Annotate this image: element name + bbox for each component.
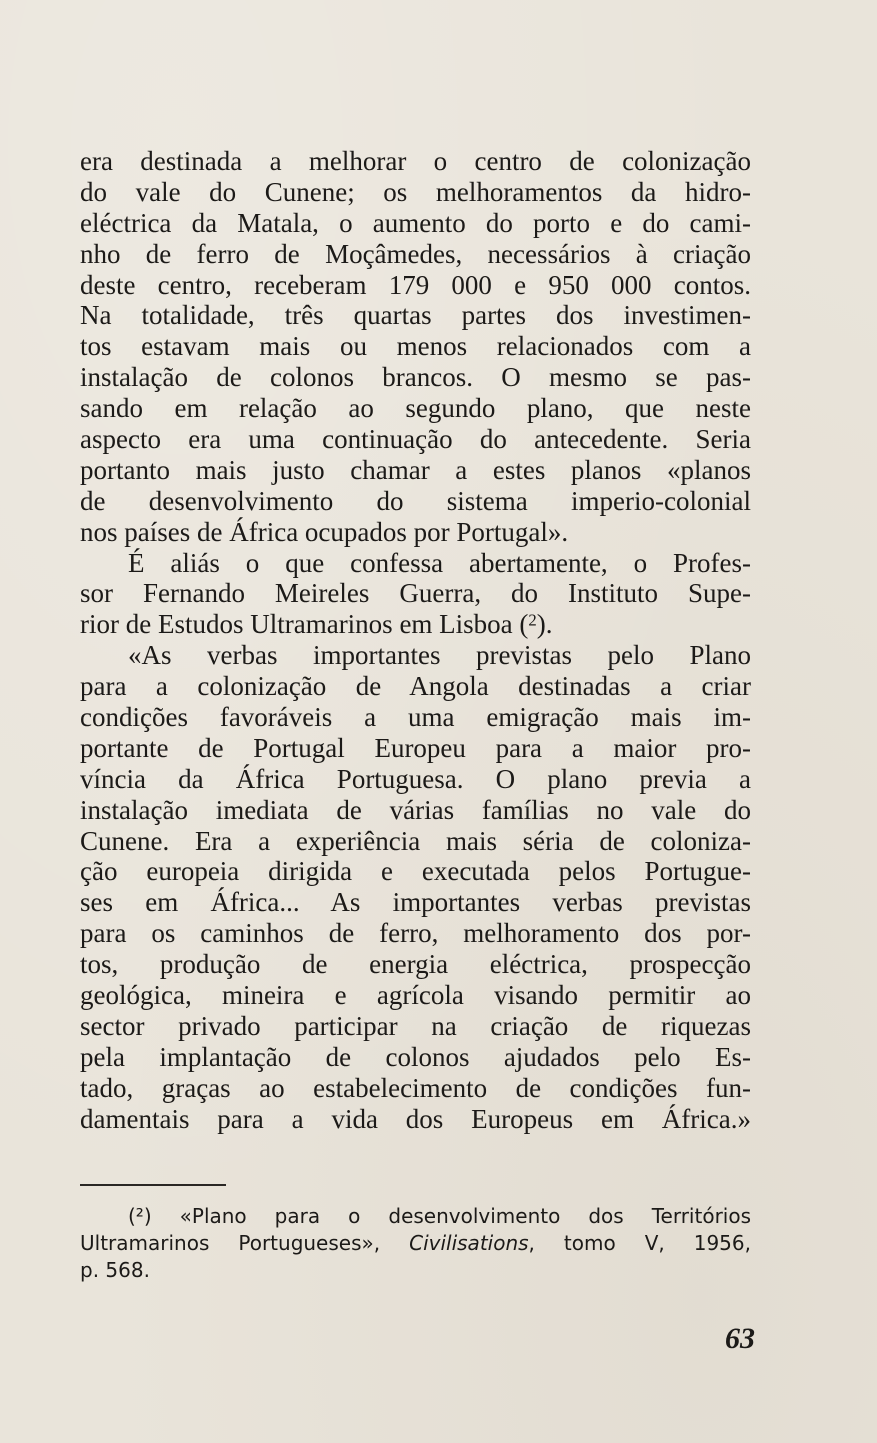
text-line: É aliás o que confessa abertamente, o Profes- (128, 547, 751, 578)
footnote-divider (80, 1184, 226, 1186)
text-line: sector privado participar na criação de riquezas (80, 1010, 751, 1041)
footnote-text: , tomo V, 1956, (528, 1231, 751, 1255)
footnote-reference: 2 (528, 610, 537, 630)
text-line: ses em África... As importantes verbas previstas (80, 887, 751, 918)
text-line: Na totalidade, três quartas partes dos investimen- (80, 300, 751, 331)
text-fragment: rior de Estudos Ultramarinos em Lisboa ( (80, 609, 529, 640)
text-line: do vale do Cunene; os melhoramentos da hidro- (80, 176, 751, 207)
text-line: para os caminhos de ferro, melhoramento dos por- (80, 918, 751, 949)
text-line: instalação imediata de várias famílias no vale do (80, 794, 751, 825)
text-line: era destinada a melhorar o centro de colonização (80, 146, 751, 176)
text-line: condições favoráveis a uma emigração mais im- (80, 702, 751, 733)
text-line: eléctrica da Matala, o aumento do porto e do cami- (80, 207, 751, 238)
text-line: portanto mais justo chamar a estes planos «planos (80, 454, 751, 485)
footnote (80, 1203, 751, 1284)
footnote-line (80, 1230, 751, 1257)
text-line: damentais para a vida dos Europeus em África.» (80, 1103, 751, 1134)
text-line-with-footnote-ref (80, 609, 751, 640)
text-line: geológica, mineira e agrícola visando permitir ao (80, 980, 751, 1011)
text-line: tado, graças ao estabelecimento de condições fun- (80, 1072, 751, 1103)
text-line: nho de ferro de Moçâmedes, necessários à criação (80, 238, 751, 269)
text-line: tos estavam mais ou menos relacionados com a (80, 331, 751, 362)
footnote-text: Ultramarinos Portugueses», (80, 1231, 410, 1255)
text-line: víncia da África Portuguesa. O plano previa a (80, 763, 751, 794)
page-number: 63 (725, 1322, 755, 1355)
footnote-text: «Plano para o desenvolvimento dos Territórios (179, 1204, 751, 1228)
text-line: de desenvolvimento do sistema imperio-colonial (80, 485, 751, 516)
text-fragment: ). (536, 609, 553, 640)
text-line: portante de Portugal Europeu para a maior pro- (80, 732, 751, 763)
text-line: para a colonização de Angola destinadas a criar (80, 671, 751, 702)
text-line: nos países de África ocupados por Portugal». (80, 516, 569, 547)
body-text (80, 146, 751, 1135)
text-line: sando em relação ao segundo plano, que neste (80, 393, 751, 424)
text-line: ção europeia dirigida e executada pelos Portugue- (80, 856, 751, 887)
footnote-journal-title: Civilisations (409, 1231, 529, 1255)
footnote-line (80, 1203, 751, 1230)
text-line: sor Fernando Meireles Guerra, do Instituto Supe- (80, 578, 751, 609)
text-line: pela implantação de colonos ajudados pelo Es- (80, 1041, 751, 1072)
text-line: tos, produção de energia eléctrica, prospecção (80, 949, 751, 980)
text-line: instalação de colonos brancos. O mesmo se pas- (80, 362, 751, 393)
text-line: aspecto era uma continuação do antecedente. Seria (80, 424, 751, 455)
text-line: Cunene. Era a experiência mais séria de coloniza- (80, 825, 751, 856)
footnote-marker: (²) (128, 1204, 152, 1228)
text-line: deste centro, receberam 179 000 e 950 000 contos. (80, 269, 751, 300)
text-line: «As verbas importantes previstas pelo Plano (128, 640, 751, 671)
footnote-line: p. 568. (80, 1258, 150, 1282)
